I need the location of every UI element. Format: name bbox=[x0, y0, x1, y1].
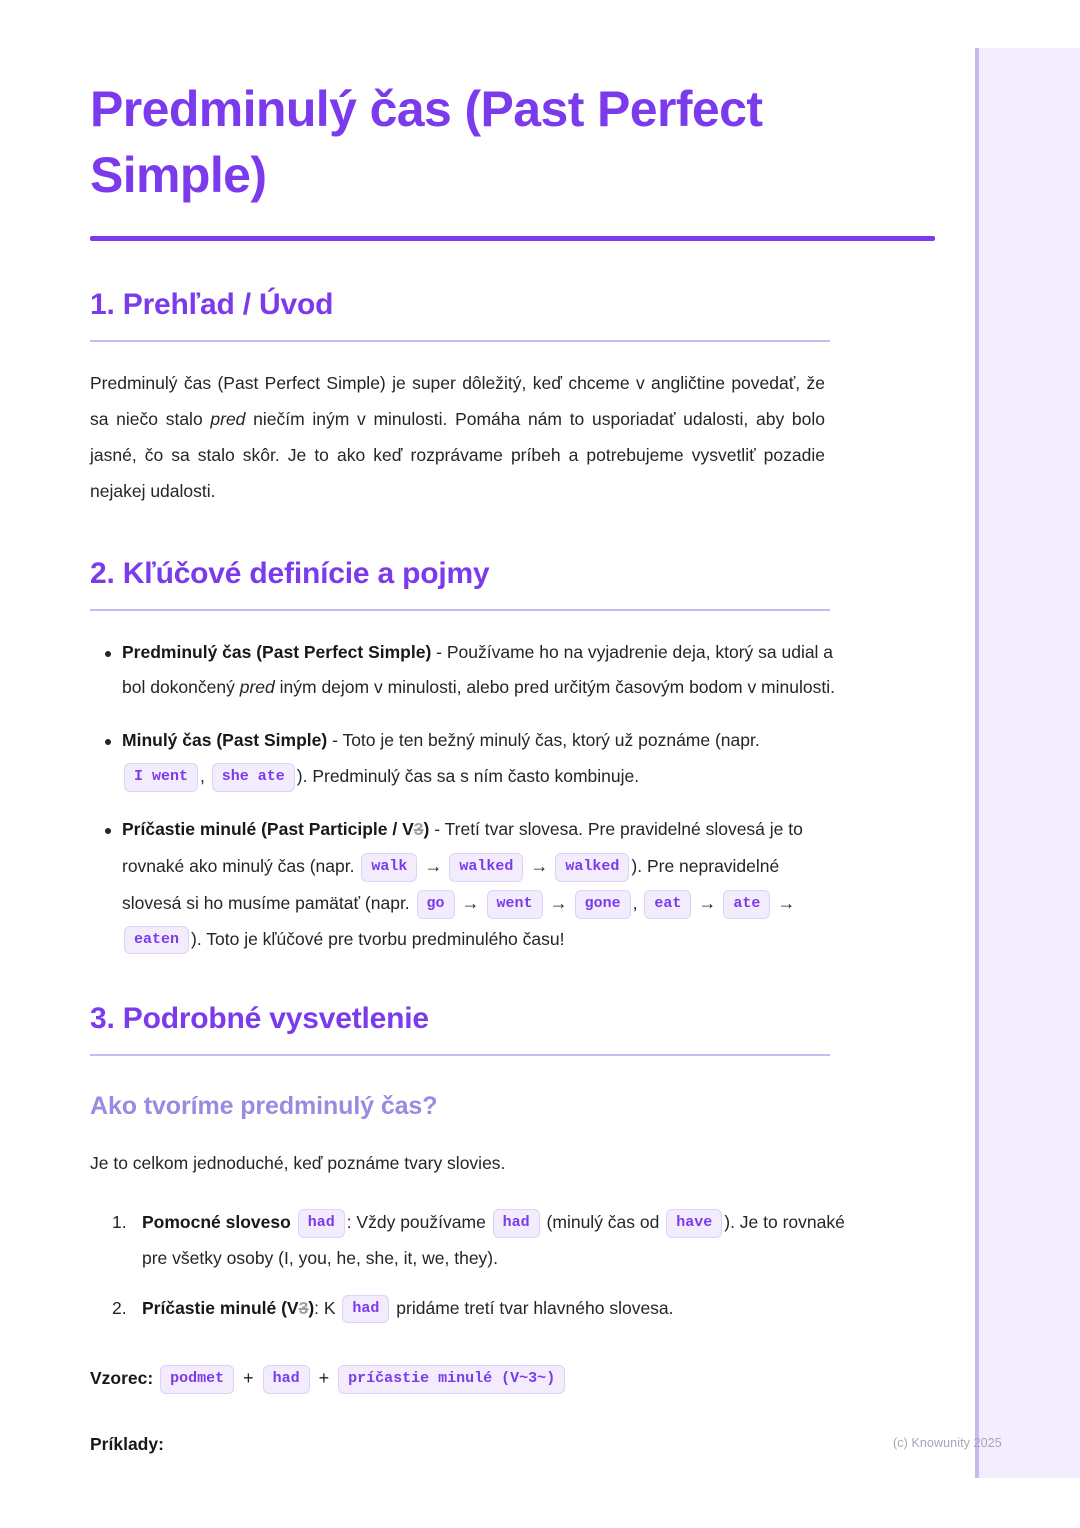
formula-line bbox=[90, 1360, 830, 1396]
section-heading-definitions: 2. Kľúčové definície a pojmy bbox=[90, 556, 490, 590]
code-chip-have: have bbox=[666, 1209, 722, 1238]
arrow-icon: → bbox=[777, 892, 796, 913]
step-term-superscript: 3 bbox=[298, 1297, 309, 1318]
code-chip-i-went: I went bbox=[124, 763, 198, 792]
code-chip-went: went bbox=[487, 890, 543, 919]
arrow-icon: → bbox=[549, 892, 568, 913]
code-chip-gone: gone bbox=[575, 890, 631, 919]
code-chip-she-ate: she ate bbox=[212, 763, 295, 792]
arrow-icon: → bbox=[424, 855, 443, 876]
plus-icon: + bbox=[243, 1368, 254, 1389]
code-chip-pricastie-minule: príčastie minulé (V~3~) bbox=[338, 1365, 565, 1394]
copyright-watermark: (c) Knowunity 2025 bbox=[893, 1436, 1002, 1450]
code-chip-had-3: had bbox=[342, 1295, 389, 1324]
list-item bbox=[142, 1291, 870, 1327]
definition-text-c: ). Toto je kľúčové pre tvorbu predminulého času! bbox=[191, 928, 565, 949]
code-chip-had-1: had bbox=[298, 1209, 345, 1238]
decorative-side-panel bbox=[975, 48, 1080, 1478]
definition-term-b: ) bbox=[423, 819, 430, 839]
definition-text-b: iným dejom v minulosti, alebo pred určitým časovým bodom v minulosti. bbox=[274, 677, 835, 698]
plus-icon: + bbox=[318, 1368, 330, 1389]
definitions-list bbox=[90, 635, 842, 958]
code-chip-eat: eat bbox=[644, 890, 691, 919]
definition-text-b: ). Predminulý čas sa s ním často kombinuje. bbox=[296, 766, 640, 787]
definition-text-b: ). Pre nepravidelné slovesá si ho musíme pamätať (napr. bbox=[122, 855, 780, 913]
overview-emphasis: pred bbox=[210, 408, 246, 429]
code-chip-eaten: eaten bbox=[124, 926, 189, 955]
code-chip-ate: ate bbox=[723, 890, 770, 919]
section-heading-overview: 1. Prehľad / Úvod bbox=[90, 288, 334, 321]
definition-term-a: Príčastie minulé (Past Participle / V bbox=[122, 819, 414, 839]
list-item bbox=[122, 635, 842, 707]
definition-separator: , bbox=[632, 892, 643, 913]
title-divider bbox=[90, 236, 935, 241]
step-term: Pomocné sloveso bbox=[142, 1211, 291, 1232]
step-text-c: ). Je to rovnaké pre všetky osoby (I, you, he, she, it, we, they). bbox=[142, 1211, 845, 1268]
definition-separator: , bbox=[200, 766, 210, 787]
code-chip-go: go bbox=[417, 890, 455, 919]
list-item bbox=[122, 723, 842, 795]
step-text-b: pridáme tretí tvar hlavného slovesa. bbox=[391, 1297, 674, 1318]
definition-text-a: - Tretí tvar slovesa. Pre pravidelné slovesá je to rovnaké ako minulý čas (napr. bbox=[122, 819, 803, 876]
code-chip-had-2: had bbox=[493, 1209, 540, 1238]
code-chip-podmet: podmet bbox=[160, 1365, 234, 1394]
definition-term: Predminulý čas (Past Perfect Simple) bbox=[122, 641, 432, 662]
definition-text-a: - Toto je ten bežný minulý čas, ktorý už poznáme (napr. bbox=[327, 730, 760, 751]
page-title: Predminulý čas (Past Perfect Simple) bbox=[90, 81, 763, 203]
section-divider-explanation bbox=[90, 1054, 830, 1056]
subsection-heading-formation: Ako tvoríme predminulý čas? bbox=[90, 1091, 438, 1120]
arrow-icon: → bbox=[698, 892, 717, 913]
step-term-b: ) bbox=[308, 1297, 315, 1318]
section-divider-overview bbox=[90, 340, 830, 342]
list-item bbox=[122, 812, 842, 958]
code-chip-walked-2: walked bbox=[555, 853, 629, 882]
section-divider-definitions bbox=[90, 609, 830, 611]
definition-text-a: - Používame ho na vyjadrenie deja, ktorý sa udial a bol dokončený bbox=[122, 641, 834, 698]
overview-paragraph bbox=[90, 366, 825, 510]
step-term-a: Príčastie minulé (V bbox=[142, 1297, 299, 1318]
arrow-icon: → bbox=[461, 892, 480, 913]
code-chip-walk: walk bbox=[361, 853, 417, 882]
list-item bbox=[142, 1205, 870, 1277]
definition-term-superscript: 3 bbox=[413, 819, 424, 839]
arrow-icon: → bbox=[530, 855, 549, 876]
definition-term: Minulý čas (Past Simple) bbox=[122, 730, 328, 751]
formula-label: Vzorec: bbox=[90, 1368, 154, 1389]
step-text-a: : K bbox=[314, 1297, 341, 1318]
step-text-a: : Vždy používame bbox=[346, 1211, 491, 1232]
formation-steps-list bbox=[90, 1205, 870, 1327]
overview-text-b: niečím iným v minulosti. Pomáha nám to usporiadať udalosti, aby bolo jasné, čo sa stalo skôr. Je to ako keď rozprávame príbeh a potrebujeme vysvetliť pozadie nejakej udalosti. bbox=[90, 408, 825, 501]
overview-text-a: Predminulý čas (Past Perfect Simple) je super dôležitý, keď chceme v angličtine povedať, že sa niečo stalo bbox=[90, 373, 825, 429]
examples-label: Príklady: bbox=[90, 1434, 164, 1455]
step-text-b: (minulý čas od bbox=[541, 1211, 665, 1232]
section-heading-explanation: 3. Podrobné vysvetlenie bbox=[90, 1001, 429, 1035]
code-chip-had-formula: had bbox=[263, 1365, 310, 1394]
explanation-lead-paragraph: Je to celkom jednoduché, keď poznáme tvary slovies. bbox=[90, 1152, 506, 1173]
code-chip-walked-1: walked bbox=[449, 853, 523, 882]
definition-emphasis: pred bbox=[239, 677, 275, 698]
